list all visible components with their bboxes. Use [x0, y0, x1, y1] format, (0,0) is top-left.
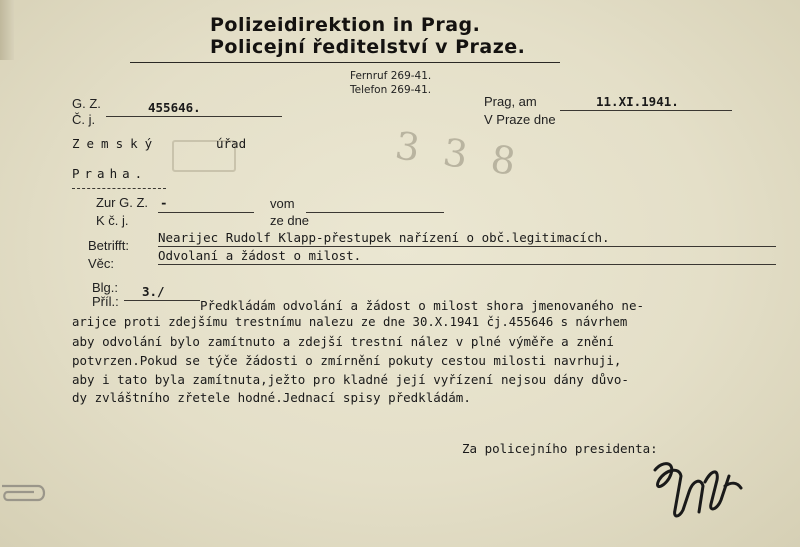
zur-gz-value: - [160, 195, 168, 210]
paper-clip-icon [0, 478, 50, 510]
vom-label: vom [270, 196, 295, 211]
place-label-cz: V Praze dne [484, 112, 556, 127]
place-label: Prag, am [484, 94, 537, 109]
faint-stamp-mark: 3 3 8 [392, 123, 525, 185]
body-line-3: aby odvolání bylo zamítnuto a zdejší trestní nález v plné výměře a znění [72, 334, 614, 349]
body-line-6: dy zvláštního zřetele hodné.Jednací spisy předkládám. [72, 390, 471, 405]
date-value: 11.XI.1941. [596, 94, 679, 109]
recipient-city: Praha. [72, 166, 148, 181]
handwritten-signature [645, 452, 755, 527]
recipient-office: Zemský [72, 136, 160, 151]
phone-telefon: Telefon 269-41. [350, 84, 432, 96]
torn-edge [0, 0, 14, 60]
recipient-office-2: úřad [216, 136, 247, 151]
enclosures-label-de: Blg.: [92, 280, 119, 295]
body-line-5: aby i tato byla zamítnuta,ježto pro kladné její vyřízení nejsou dány důvo- [72, 372, 629, 387]
body-line-2: arijce proti zdejšímu trestnímu nalezu ze dne 30.X.1941 čj.455646 s návrhem [72, 315, 628, 329]
subject-label-cz: Věc: [88, 256, 115, 271]
enclosures-label-cz: Příl.: [92, 294, 119, 309]
zur-gz-label: Zur G. Z. [96, 195, 148, 210]
subject-label-de: Betrifft: [88, 238, 129, 253]
kcj-label: K č. j. [96, 213, 129, 228]
subject-line-2: Odvolaní a žádost o milost. [158, 248, 362, 263]
header-title-de: Polizeidirektion in Prag. [210, 14, 481, 36]
enclosures-value: 3./ [142, 284, 165, 299]
body-line-1: Předkládám odvolání a žádost o milost shora jmenovaného ne- [200, 298, 645, 313]
ze-dne-label: ze dne [270, 213, 310, 228]
gz-label: G. Z. [72, 96, 101, 111]
cj-label: Č. j. [72, 112, 96, 127]
header-title-cz: Policejní ředitelství v Praze. [210, 36, 526, 58]
gz-value: 455646. [148, 100, 201, 115]
body-line-4: potvrzen.Pokud se týče žádosti o zmírnění pokuty cestou milosti navrhuji, [72, 353, 622, 368]
phone-fernruf: Fernruf 269-41. [350, 70, 432, 82]
subject-line-1: Nearijec Rudolf Klapp-přestupek nařízení o obč.legitimacích. [158, 230, 610, 245]
signature-line: Za policejního presidenta: [462, 441, 658, 456]
